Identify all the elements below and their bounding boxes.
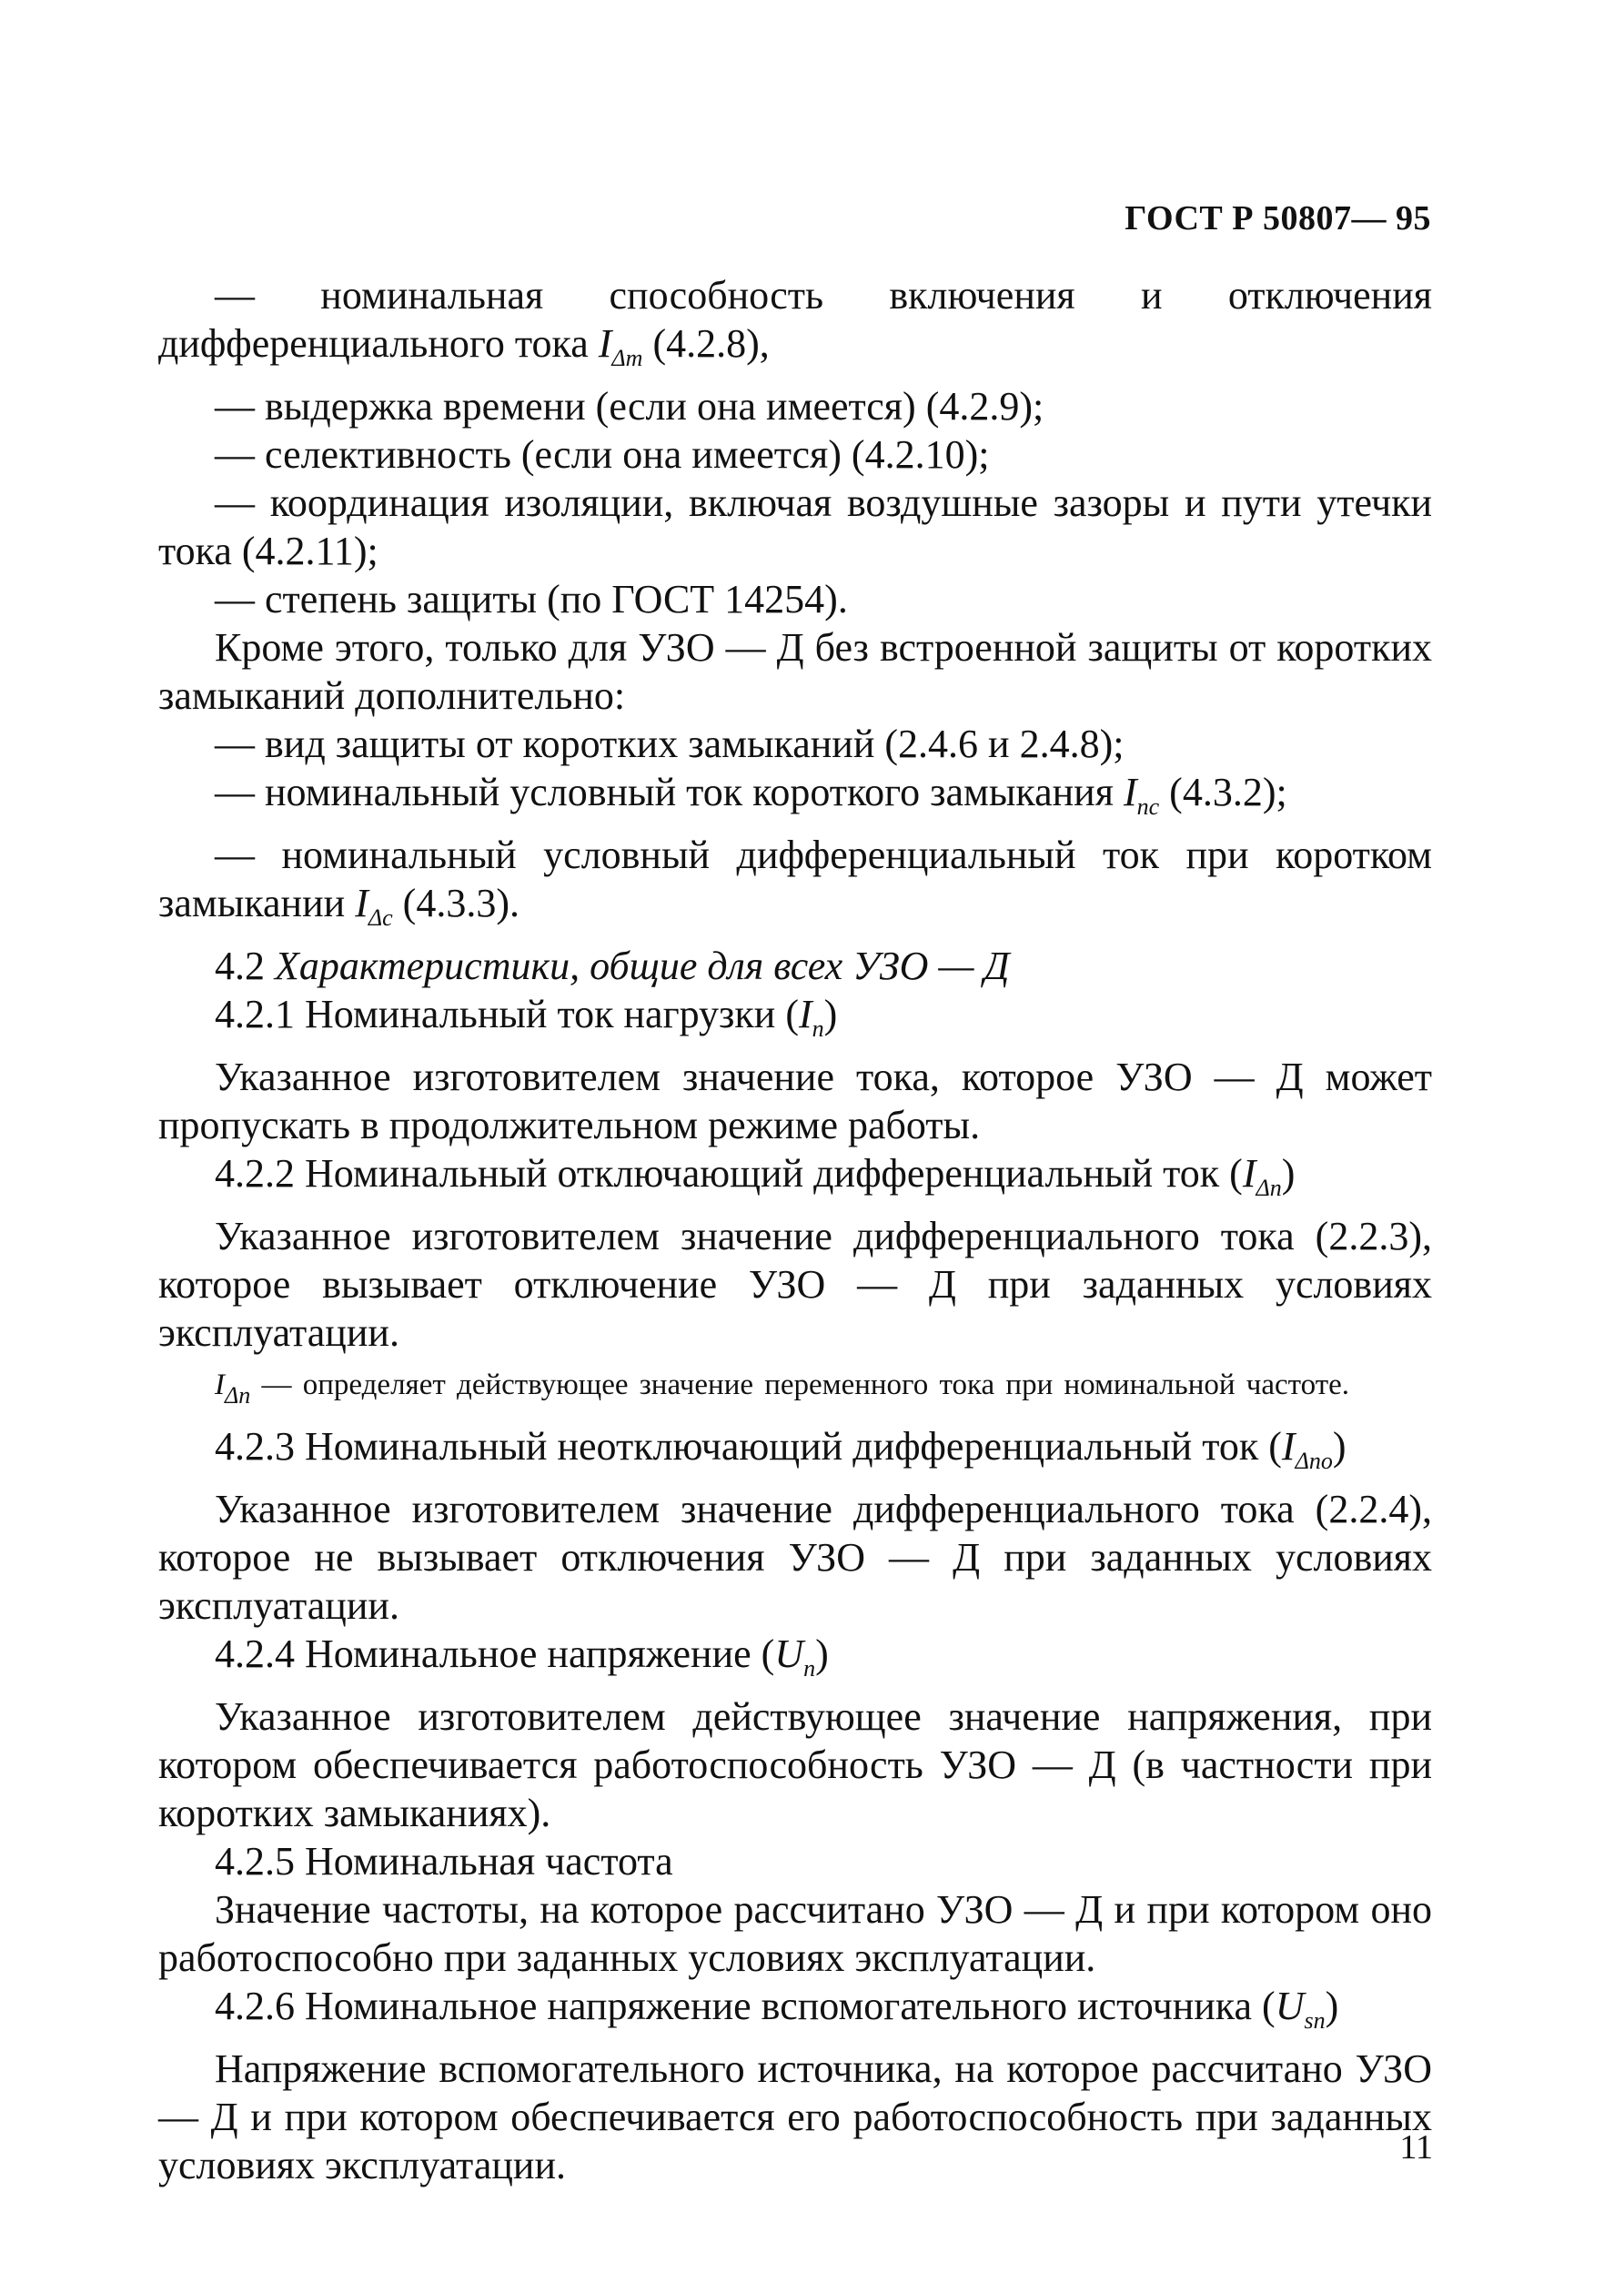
list-item: — номинальная способность включения и отключения дифференциального тока $I_{\Delta m}$ (4.2.8), bbox=[158, 273, 1432, 371]
paragraph: Напряжение вспомогательного источника, на которое рассчитано УЗО — Д и при котором обеспечивается его работоспособность при заданных условиях эксплуатации. bbox=[158, 2046, 1432, 2187]
section-heading: 4.2.4 Номинальное напряжение $(U_n)$ bbox=[215, 1631, 829, 1682]
list-item: — степень защиты (по ГОСТ 14254). bbox=[215, 577, 848, 621]
section-heading: 4.2.1 Номинальный ток нагрузки $(I_n)$ bbox=[215, 992, 838, 1042]
document-body bbox=[158, 271, 1432, 2189]
list-item: — выдержка времени (если она имеется) (4.2.9); bbox=[215, 384, 1044, 429]
section-heading: 4.2.6 Номинальное напряжение вспомогательного источника $(U_{sn})$ bbox=[215, 1984, 1339, 2034]
list-item: — номинальный условный ток короткого замыкания $I_{nc}$ (4.3.2); bbox=[215, 770, 1287, 820]
paragraph: Указанное изготовителем действующее значение напряжения, при котором обеспечивается работоспособность УЗО — Д (в частности при коротких замыканиях). bbox=[158, 1694, 1432, 1835]
list-item: — номинальный условный дифференциальный ток при коротком замыкании $I_{\Delta c}$ (4.3.3). bbox=[158, 833, 1432, 931]
paragraph: Указанное изготовителем значение дифференциального тока (2.2.4), которое не вызывает отключения УЗО — Д при заданных условиях эксплуатации. bbox=[158, 1487, 1432, 1628]
paragraph: Указанное изготовителем значение тока, которое УЗО — Д может пропускать в продолжительном режиме работы. bbox=[158, 1055, 1432, 1147]
section-heading: 4.2.2 Номинальный отключающий дифференциальный ток $(I_{\Delta n})$ bbox=[215, 1151, 1296, 1201]
list-item: — координация изоляции, включая воздушные зазоры и пути утечки тока (4.2.11); bbox=[158, 480, 1432, 573]
list-item: — селективность (если она имеется) (4.2.10); bbox=[215, 432, 990, 477]
section-heading: 4.2.5 Номинальная частота bbox=[215, 1839, 673, 1884]
paragraph: Значение частоты, на которое рассчитано УЗО — Д и при котором оно работоспособно при заданных условиях эксплуатации. bbox=[158, 1887, 1432, 1980]
paragraph: Указанное изготовителем значение дифференциального тока (2.2.3), которое вызывает отключение УЗО — Д при заданных условиях эксплуатации. bbox=[158, 1214, 1432, 1355]
paragraph: Кроме этого, только для УЗО — Д без встроенной защиты от коротких замыканий дополнительно: bbox=[158, 625, 1432, 718]
section-heading: 4.2.3 Номинальный неотключающий дифференциальный ток $(I_{\Delta no})$ bbox=[215, 1424, 1347, 1474]
section-heading: 4.2 Характеристики, общие для всех УЗО — Д bbox=[215, 944, 1010, 988]
document-header: ГОСТ Р 50807— 95 bbox=[1125, 199, 1431, 237]
page-number: 11 bbox=[1399, 2128, 1433, 2167]
note: $I_{\Delta n}$ — определяет действующее значение переменного тока при номинальной частоте. bbox=[215, 1369, 1350, 1409]
list-item: — вид защиты от коротких замыканий (2.4.6 и 2.4.8); bbox=[215, 722, 1125, 766]
